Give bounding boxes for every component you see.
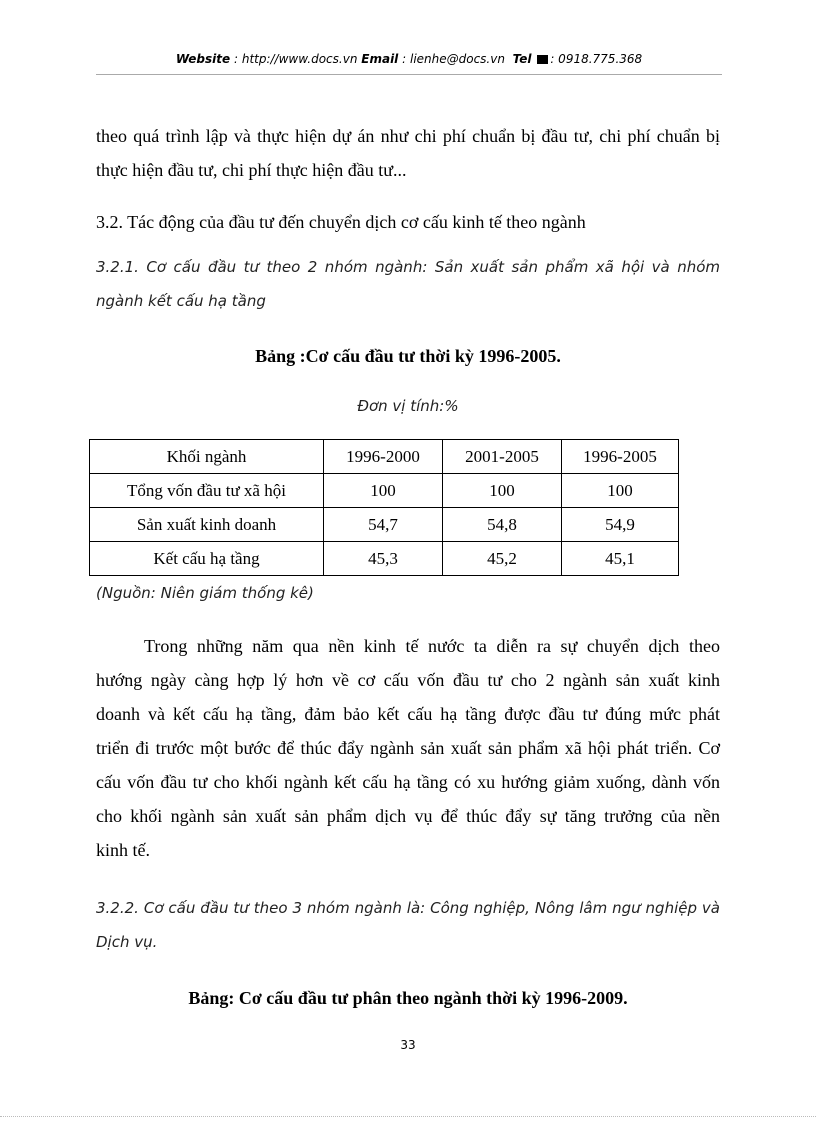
paragraph-line: cấu vốn đầu tư cho khối ngành kết cấu hạ tầng có xu hướng giảm xuống, dành vốn	[96, 772, 720, 792]
table1-header-cell: Khối ngành	[90, 440, 324, 474]
section-heading-3-2-1	[96, 250, 720, 318]
table-cell: 54,7	[324, 508, 443, 542]
table1-unit: Đơn vị tính:%	[357, 397, 459, 415]
paragraph-line: kinh tế.	[96, 840, 150, 860]
table-cell: 100	[562, 474, 679, 508]
tel-value: : 0918.775.368	[550, 52, 643, 66]
heading-3-2-2-line-1: 3.2.2. Cơ cấu đầu tư theo 3 nhóm ngành là: Công nghiệp, Nông lâm ngư nghiệp và	[96, 899, 720, 917]
website-value: : http://www.docs.vn	[233, 52, 358, 66]
table-cell: 45,2	[443, 542, 562, 576]
paragraph-line: cho khối ngành sản xuất sản phẩm dịch vụ để thúc đẩy sự tăng trưởng của nền	[96, 806, 720, 826]
phone-icon	[537, 55, 548, 64]
table1-header-cell: 1996-2005	[562, 440, 679, 474]
table1-header-cell: 2001-2005	[443, 440, 562, 474]
table-cell: 45,1	[562, 542, 679, 576]
table-cell: Kết cấu hạ tầng	[90, 542, 324, 576]
paragraph-line: doanh và kết cấu hạ tầng, đảm bảo kết cấu hạ tầng được đầu tư đúng mức phát	[96, 704, 720, 724]
table-cell: 54,9	[562, 508, 679, 542]
page-number: 33	[400, 1038, 416, 1052]
table-cell: 54,8	[443, 508, 562, 542]
table1-title: Bảng :Cơ cấu đầu tư thời kỳ 1996-2005.	[255, 346, 561, 366]
table2-title: Bảng: Cơ cấu đầu tư phân theo ngành thời kỳ 1996-2009.	[188, 988, 628, 1008]
heading-3-2-1-line-2: ngành kết cấu hạ tầng	[96, 292, 266, 310]
header-divider	[96, 74, 722, 75]
table-cell: 100	[324, 474, 443, 508]
heading-3-2-2-line-2: Dịch vụ.	[96, 933, 158, 951]
table1-header-cell: 1996-2000	[324, 440, 443, 474]
intro-line-2: thực hiện đầu tư, chi phí thực hiện đầu tư...	[96, 160, 407, 180]
page-bottom-divider	[0, 1116, 816, 1117]
paragraph-line: Trong những năm qua nền kinh tế nước ta diễn ra sự chuyển dịch theo	[144, 636, 720, 656]
table-cell: Sản xuất kinh doanh	[90, 508, 324, 542]
table-cell: 45,3	[324, 542, 443, 576]
intro-paragraph	[96, 119, 720, 187]
table1	[89, 439, 679, 576]
tel-label: Tel	[512, 52, 532, 66]
table-row	[90, 542, 679, 576]
table-row	[90, 508, 679, 542]
section-heading-3-2-2	[96, 891, 720, 959]
body-paragraph	[96, 629, 720, 867]
table-row	[90, 474, 679, 508]
table-cell: 100	[443, 474, 562, 508]
heading-3-2-1-line-1: 3.2.1. Cơ cấu đầu tư theo 2 nhóm ngành: Sản xuất sản phẩm xã hội và nhóm	[96, 258, 720, 276]
table1-header-row	[90, 440, 679, 474]
section-heading-3-2: 3.2. Tác động của đầu tư đến chuyển dịch cơ cấu kinh tế theo ngành	[96, 212, 586, 232]
paragraph-line: triển đi trước một bước để thúc đẩy ngành sản xuất sản phẩm xã hội phát triển. Cơ	[96, 738, 720, 758]
website-label: Website	[175, 52, 231, 66]
intro-line-1: theo quá trình lập và thực hiện dự án như chi phí chuẩn bị đầu tư, chi phí chuẩn bị	[96, 126, 720, 146]
email-value: : lienhe@docs.vn	[402, 52, 505, 66]
email-label: Email	[361, 52, 399, 66]
table-cell: Tổng vốn đầu tư xã hội	[90, 474, 324, 508]
page-header	[96, 52, 722, 66]
table1-source: (Nguồn: Niên giám thống kê)	[96, 584, 314, 602]
paragraph-line: hướng ngày càng hợp lý hơn về cơ cấu vốn đầu tư cho 2 ngành sản xuất kinh	[96, 670, 720, 690]
